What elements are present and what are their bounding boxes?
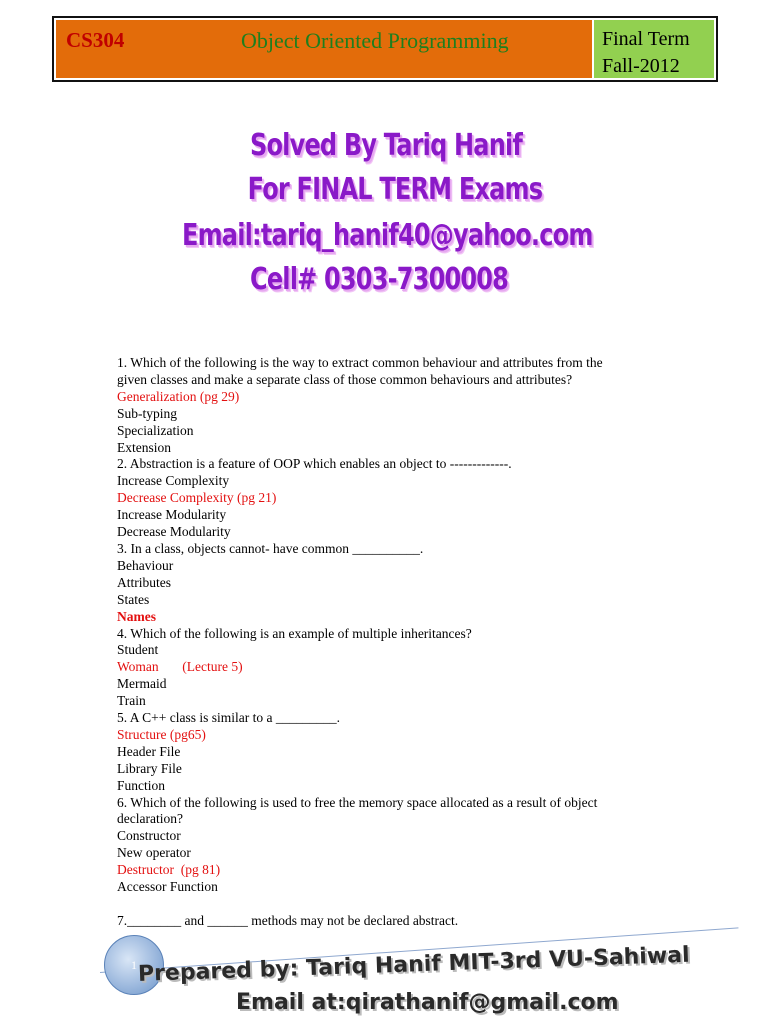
answer-option: Increase Complexity <box>117 473 230 489</box>
answer-option: Accessor Function <box>117 879 218 895</box>
question-text: 6. Which of the following is used to free the memory space allocated as a result of object <box>117 794 598 810</box>
answer-option: Constructor <box>117 828 181 844</box>
question-text: 4. Which of the following is an example of multiple inheritances? <box>117 625 472 641</box>
question-text: 3. In a class, objects cannot- have common __________. <box>117 540 424 556</box>
answer-option-correct: Generalization (pg 29) <box>117 388 240 404</box>
term-label: Final Term <box>602 28 690 50</box>
question-text: 7.________ and ______ methods may not be declared abstract. <box>117 913 459 928</box>
banner-line-exams: For FINAL TERM Exams <box>247 172 543 207</box>
banner-line-cell: Cell# 0303-7300008 <box>250 262 509 297</box>
session-label: Fall-2012 <box>602 55 680 77</box>
answer-option: Mermaid <box>117 676 167 692</box>
answer-option: Sub-typing <box>117 405 178 421</box>
answer-option: Increase Modularity <box>117 507 227 523</box>
answer-option: Extension <box>117 439 171 455</box>
answer-option-correct: Structure (pg65) <box>117 726 206 742</box>
answer-option: States <box>117 591 150 607</box>
answer-option-correct: Woman (Lecture 5) <box>117 659 243 675</box>
page-number: 1 <box>131 958 137 972</box>
answer-option: Student <box>117 642 159 658</box>
answer-option: Behaviour <box>117 557 174 573</box>
document-header <box>52 16 718 82</box>
question-text-cont: declaration? <box>117 811 183 827</box>
course-title: Object Oriented Programming <box>241 28 509 53</box>
course-code: CS304 <box>66 28 125 52</box>
answer-option: Library File <box>117 760 182 776</box>
answer-option: New operator <box>117 845 191 861</box>
answer-option-correct: Names <box>117 608 156 624</box>
question-list <box>117 355 657 930</box>
question-text: 1. Which of the following is the way to extract common behaviour and attributes from the <box>117 355 603 370</box>
spacer <box>117 896 657 913</box>
footer-prepared-by: Prepared by: Tariq Hanif MIT-3rd VU-Sahiwal <box>137 942 690 987</box>
answer-option-correct: Destructor (pg 81) <box>117 862 221 878</box>
header-course-cell <box>56 20 594 78</box>
answer-option: Train <box>117 693 146 709</box>
answer-option-correct: Decrease Complexity (pg 21) <box>117 490 277 506</box>
footer-email: Email at:qirathanif@gmail.com <box>236 990 619 1015</box>
answer-option: Specialization <box>117 422 194 438</box>
header-term-cell <box>594 20 714 78</box>
answer-option: Header File <box>117 743 181 759</box>
question-text: 5. A C++ class is similar to a _________. <box>117 710 340 726</box>
answer-option: Attributes <box>117 574 171 590</box>
question-text: 2. Abstraction is a feature of OOP which enables an object to -------------. <box>117 456 512 472</box>
answer-option: Decrease Modularity <box>117 524 231 540</box>
banner-line-email: Email:tariq_hanif40@yahoo.com <box>182 218 593 253</box>
question-text-cont: given classes and make a separate class of those common behaviours and attributes? <box>117 371 573 387</box>
banner-line-solved-by: Solved By Tariq Hanif <box>250 128 523 163</box>
answer-option: Function <box>117 777 166 793</box>
